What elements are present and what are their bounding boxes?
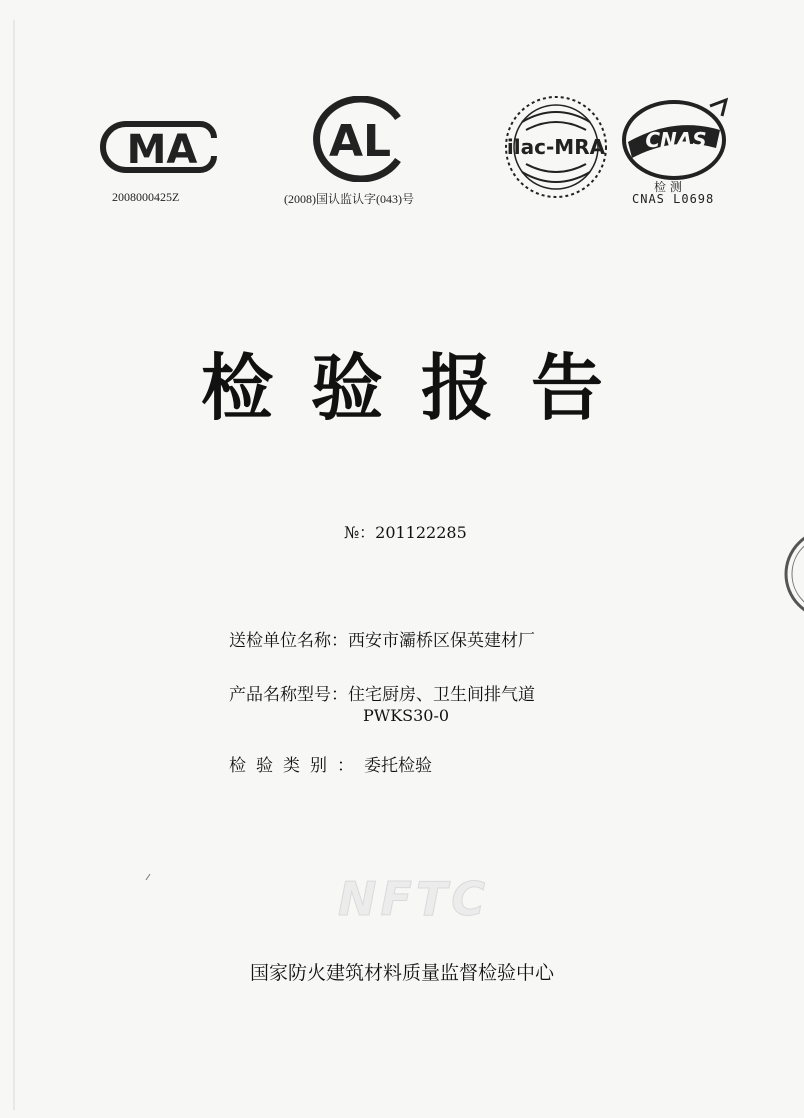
ilac-lettering: ilac-MRA bbox=[506, 135, 606, 159]
cnas-caption-line1: 检 测 bbox=[654, 180, 682, 194]
product-label: 产品名称型号： bbox=[229, 685, 348, 705]
cal-logo bbox=[306, 96, 412, 182]
inspection-type-row bbox=[229, 751, 432, 776]
cnas-logo bbox=[620, 96, 730, 182]
product-value: 住宅厨房、卫生间排气道 bbox=[348, 685, 535, 705]
cma-lettering: MA bbox=[126, 127, 198, 173]
submitter-value: 西安市灞桥区保英建材厂 bbox=[348, 631, 535, 651]
cal-certificate-number: (2008)国认监认字(043)号 bbox=[284, 192, 414, 206]
issuing-center: 国家防火建筑材料质量监督检验中心 bbox=[249, 962, 554, 984]
submitter-label: 送检单位名称： bbox=[229, 631, 348, 651]
nftc-watermark: NFTC bbox=[338, 872, 490, 926]
report-number: №：201122285 bbox=[344, 523, 467, 542]
product-row bbox=[229, 680, 535, 705]
submitter-row bbox=[229, 626, 535, 651]
cma-number: 2008000425Z bbox=[112, 190, 180, 204]
report-title: 检验报告 bbox=[200, 346, 641, 430]
product-model: PWKS30-0 bbox=[363, 706, 450, 725]
partial-seal-stamp bbox=[772, 524, 804, 628]
cnas-lettering: CNAS bbox=[645, 128, 707, 152]
cal-lettering: AL bbox=[328, 116, 392, 167]
cma-logo bbox=[96, 116, 220, 178]
cnas-accreditation-number: CNAS L0698 bbox=[632, 192, 715, 206]
ilac-mra-logo bbox=[498, 92, 614, 202]
inspection-type-value: 委托检验 bbox=[364, 756, 432, 776]
inspection-type-label: 检验类别： bbox=[229, 756, 364, 776]
